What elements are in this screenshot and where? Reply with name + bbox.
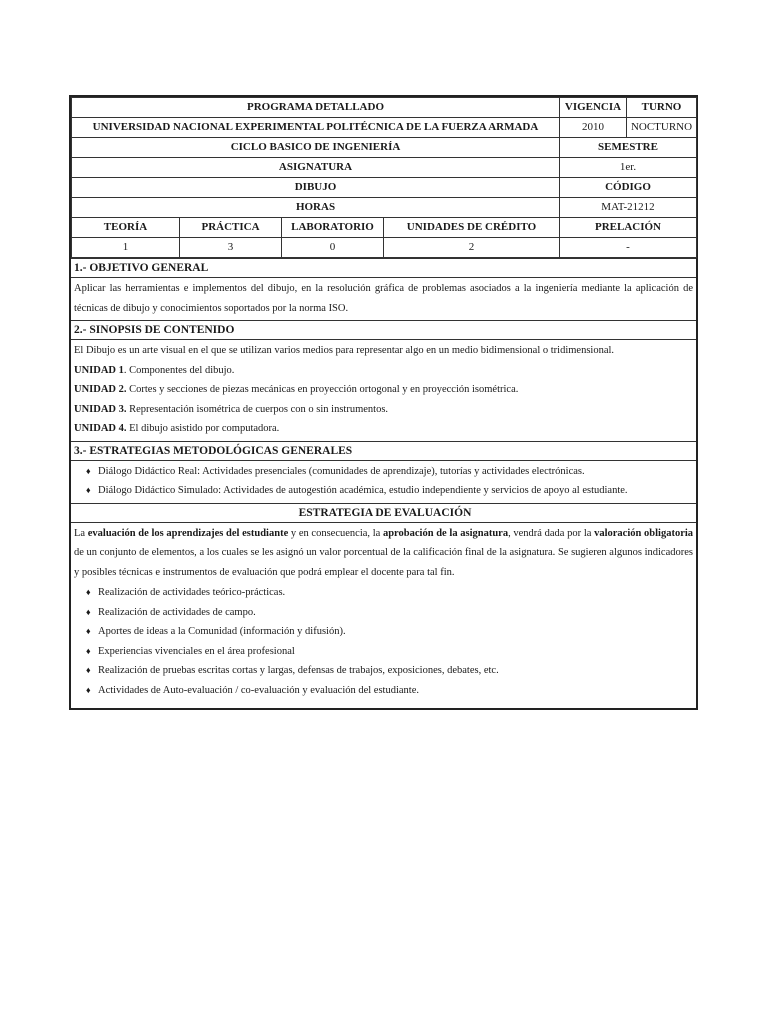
- cycle-name: CICLO BASICO DE INGENIERÍA: [72, 138, 560, 158]
- diamond-bullet-icon: ♦: [86, 684, 91, 695]
- unit-2: [74, 380, 693, 400]
- diamond-bullet-icon: ♦: [86, 465, 91, 476]
- text-run-bold: evaluación de los aprendizajes del estudiante: [87, 527, 289, 539]
- semestre-value: 1er.: [560, 158, 697, 178]
- diamond-bullet-icon: ♦: [86, 665, 91, 675]
- turno-value: NOCTURNO: [627, 118, 697, 138]
- unit-3-text: Representación isométrica de cuerpos con o sin instrumentos.: [126, 403, 389, 415]
- turno-label: TURNO: [627, 98, 697, 118]
- list-item: [74, 622, 693, 642]
- list-item-text: Actividades de Auto-evaluación / co-evaluación y evaluación del estudiante.: [98, 684, 420, 696]
- university-name: UNIVERSIDAD NACIONAL EXPERIMENTAL POLITÉCNICA DE LA FUERZA ARMADA: [72, 118, 560, 138]
- evaluacion-body: [71, 522, 696, 709]
- vigencia-value: 2010: [560, 118, 627, 138]
- objetivo-title: 1.- OBJETIVO GENERAL: [71, 258, 696, 277]
- semestre-label: SEMESTRE: [560, 138, 697, 158]
- list-item-text: Diálogo Didáctico Real: Actividades presenciales (comunidades de aprendizaje), tutorías y actividades electrónicas.: [98, 465, 585, 477]
- text-run-bold: aprobación de la asignatura: [382, 527, 509, 539]
- creditos-value: 2: [384, 238, 560, 258]
- list-item-text: Experiencias vivenciales en el área profesional: [98, 645, 295, 657]
- objetivo-text: Aplicar las herramientas e implementos del dibujo, en la resolución gráfica de problemas asociados a la ingeniería mediante la aplicación de técnicas de dibujo y conocimientos soportados por la norma ISO.: [71, 277, 696, 320]
- evaluacion-title: ESTRATEGIA DE EVALUACIÓN: [71, 503, 696, 522]
- unit-4-label: UNIDAD 4.: [74, 423, 127, 434]
- estrategias-list: [74, 462, 693, 501]
- evaluacion-list: [74, 583, 693, 700]
- list-item: [74, 462, 693, 482]
- header-table: [71, 97, 697, 258]
- text-run: de un conjunto de elementos, a los cuales se les asignó un valor porcentual de la calificación final de la asignatura. Se sugieren algunos indicadores y posibles técnicas e instrumentos de evaluación que podrá emplear el docente para tal fin.: [74, 547, 693, 578]
- sinopsis-body: [71, 339, 696, 441]
- list-item-text: Realización de actividades teórico-prácticas.: [98, 587, 286, 598]
- list-item: [74, 642, 693, 662]
- text-run: y en consecuencia, la: [288, 527, 383, 539]
- program-title: PROGRAMA DETALLADO: [72, 98, 560, 118]
- list-item: [74, 603, 693, 623]
- teoria-label: TEORÍA: [72, 218, 180, 238]
- unit-3-label: UNIDAD 3.: [74, 403, 127, 415]
- diamond-bullet-icon: ♦: [86, 485, 91, 495]
- unit-4-text: El dibujo asistido por computadora.: [126, 423, 280, 434]
- list-item-text: Realización de pruebas escritas cortas y largas, defensas de trabajos, exposiciones, debates, etc.: [98, 665, 499, 676]
- horas-label: HORAS: [72, 198, 560, 218]
- prelacion-label: PRELACIÓN: [560, 218, 697, 238]
- list-item: [74, 481, 693, 501]
- laboratorio-label: LABORATORIO: [282, 218, 384, 238]
- codigo-label: CÓDIGO: [560, 178, 697, 198]
- codigo-value: MAT-21212: [560, 198, 697, 218]
- unit-1-text: . Componentes del dibujo.: [123, 364, 235, 376]
- unit-1: [74, 361, 693, 381]
- list-item: [74, 583, 693, 603]
- unit-2-label: UNIDAD 2.: [74, 384, 127, 395]
- vigencia-label: VIGENCIA: [560, 98, 627, 118]
- text-run: , vendrá dada por la: [508, 527, 595, 539]
- text-run: La: [74, 527, 88, 539]
- unit-3: [74, 400, 693, 420]
- list-item-text: Diálogo Didáctico Simulado: Actividades de autogestión académica, estudio independiente y servicios de apoyo al estudiante.: [98, 485, 628, 496]
- sinopsis-title: 2.- SINOPSIS DE CONTENIDO: [71, 320, 696, 339]
- list-item-text: Realización de actividades de campo.: [98, 606, 256, 618]
- unit-2-text: Cortes y secciones de piezas mecánicas en proyección ortogonal y en proyección isométrica.: [126, 384, 519, 395]
- program-document: [69, 95, 698, 710]
- asignatura-label: ASIGNATURA: [72, 158, 560, 178]
- practica-label: PRÁCTICA: [180, 218, 282, 238]
- diamond-bullet-icon: ♦: [86, 587, 91, 597]
- laboratorio-value: 0: [282, 238, 384, 258]
- diamond-bullet-icon: ♦: [86, 626, 91, 636]
- estrategias-body: [71, 460, 696, 503]
- estrategias-title: 3.- ESTRATEGIAS METODOLÓGICAS GENERALES: [71, 441, 696, 460]
- prelacion-value: -: [560, 238, 697, 258]
- evaluacion-paragraph: [74, 524, 693, 583]
- sinopsis-intro: El Dibujo es un arte visual en el que se utilizan varios medios para representar algo en un medio bidimensional o tridimensional.: [74, 345, 615, 356]
- list-item: [74, 681, 693, 701]
- unit-1-label: UNIDAD 1: [74, 364, 124, 376]
- text-run-bold: valoración obligatoria: [594, 527, 694, 539]
- creditos-label: UNIDADES DE CRÉDITO: [384, 218, 560, 238]
- asignatura-value: DIBUJO: [72, 178, 560, 198]
- practica-value: 3: [180, 238, 282, 258]
- diamond-bullet-icon: ♦: [86, 606, 91, 617]
- list-item: [74, 661, 693, 681]
- diamond-bullet-icon: ♦: [86, 645, 91, 656]
- list-item-text: Aportes de ideas a la Comunidad (información y difusión).: [98, 626, 346, 637]
- unit-4: [74, 419, 693, 439]
- teoria-value: 1: [72, 238, 180, 258]
